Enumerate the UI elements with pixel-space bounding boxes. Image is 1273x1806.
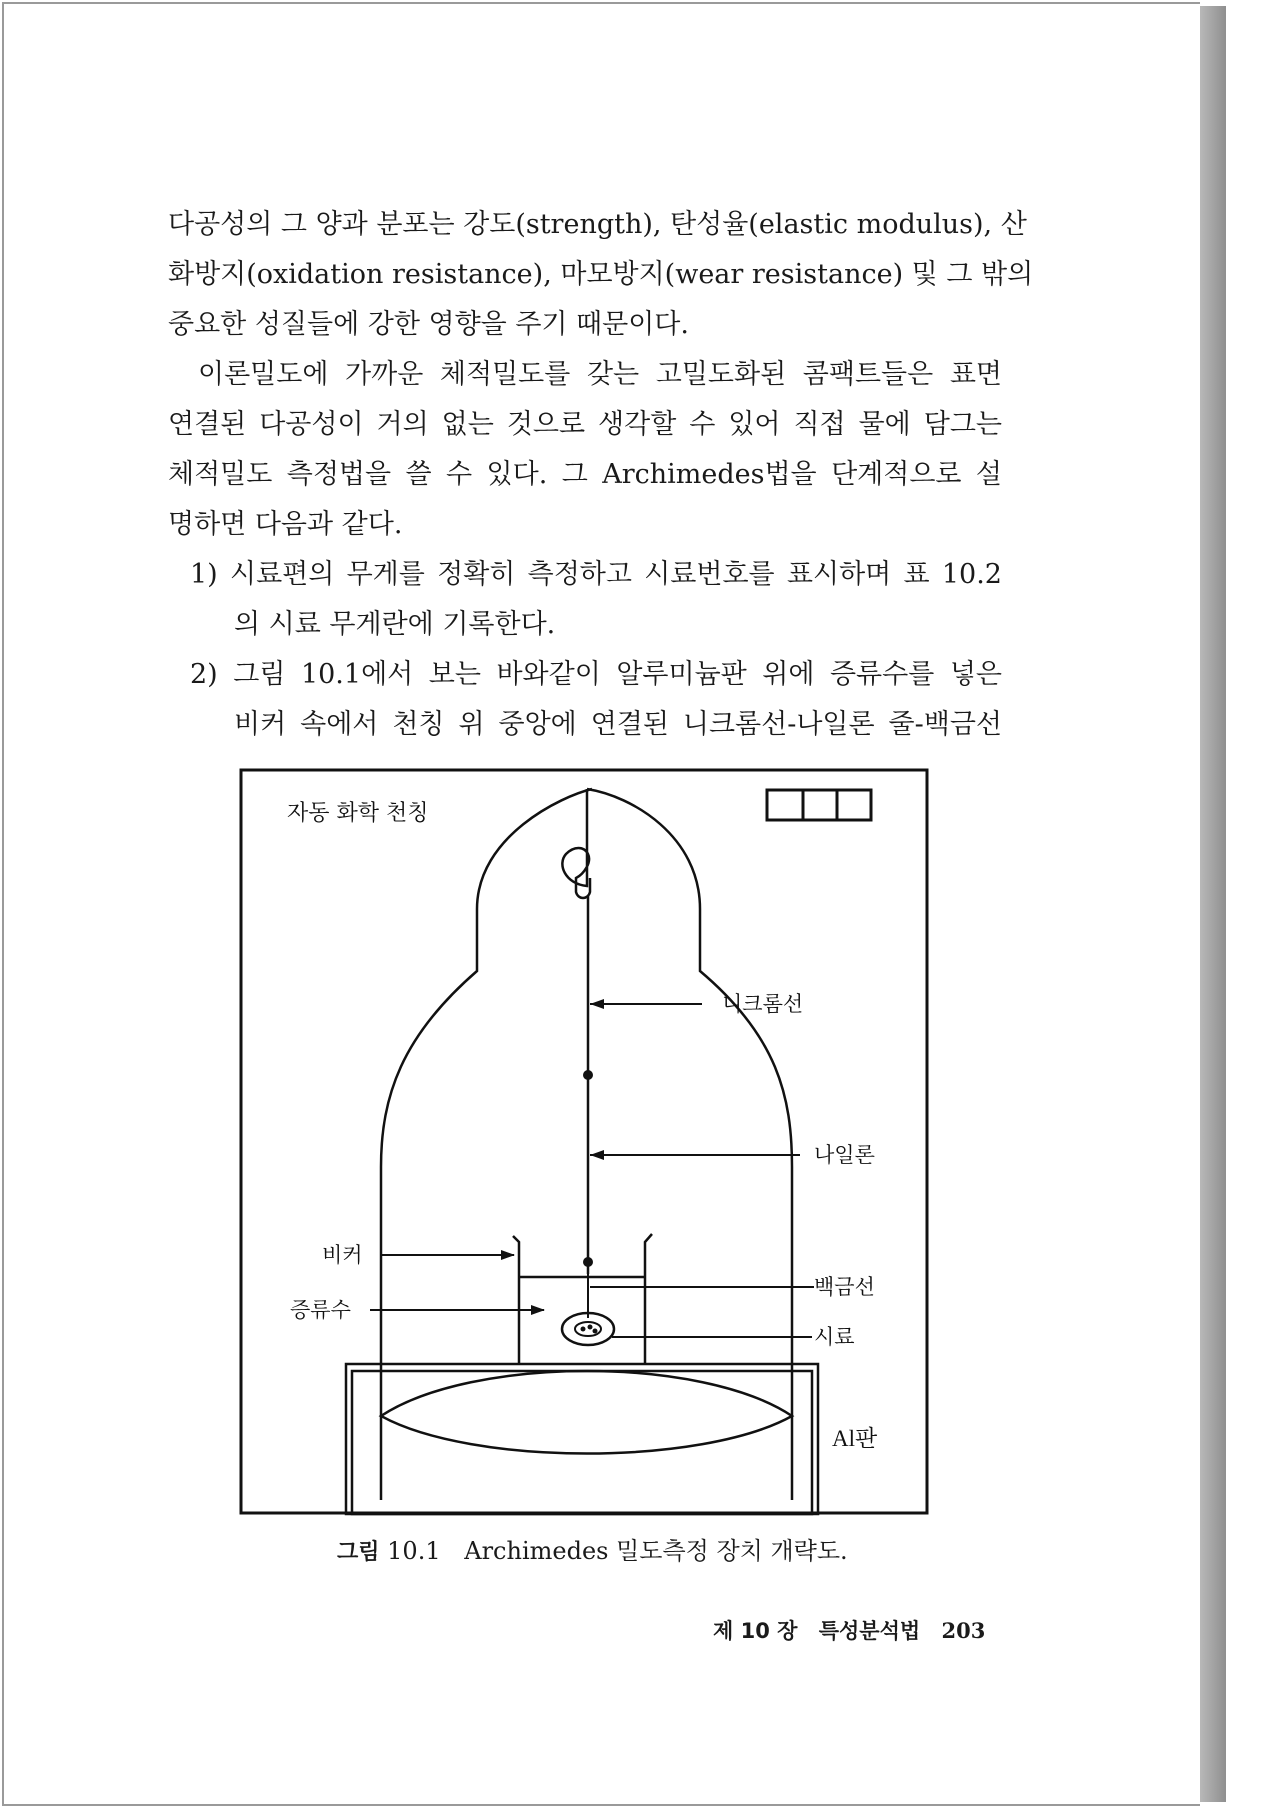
label-beaker: 비커 xyxy=(322,1243,363,1267)
body-line: 체적밀도 측정법을 쓸 수 있다. 그 Archimedes법을 단계적으로 설 xyxy=(168,459,1002,490)
body-text xyxy=(168,200,1034,750)
list-item-2: 2) 그림 10.1에서 보는 바와같이 알루미늄판 위에 증류수를 넣은 xyxy=(190,659,1002,690)
label-sample: 시료 xyxy=(814,1325,855,1349)
label-nichrome: 니크롬선 xyxy=(722,992,804,1016)
label-al-plate: Al판 xyxy=(832,1426,878,1451)
page-footer xyxy=(713,1615,985,1645)
footer-chapter: 제 10 장 xyxy=(713,1619,798,1643)
body-line: 연결된 다공성이 거의 없는 것으로 생각할 수 있어 직접 물에 담그는 xyxy=(168,409,1002,440)
body-line: 명하면 다음과 같다. xyxy=(168,509,403,540)
figure-caption xyxy=(337,1531,848,1566)
label-platinum: 백금선 xyxy=(814,1275,875,1299)
hook xyxy=(562,789,590,898)
page-number: 203 xyxy=(941,1618,986,1643)
body-line: 이론밀도에 가까운 체적밀도를 갖는 고밀도화된 콤팩트들은 표면 xyxy=(198,359,1002,390)
archimedes-apparatus-figure xyxy=(232,766,929,1517)
label-nylon: 나일론 xyxy=(814,1143,875,1167)
leader-lines xyxy=(370,1004,814,1337)
list-item-1: 1) 시료편의 무게를 정확히 측정하고 시료번호를 표시하며 표 10.2 xyxy=(190,559,1002,590)
display-window xyxy=(767,790,871,820)
list-item-1-cont: 의 시료 무게란에 기록한다. xyxy=(234,609,556,640)
wire-knot-upper xyxy=(583,1070,593,1080)
body-line: 중요한 성질들에 강한 영향을 주기 때문이다. xyxy=(168,309,689,340)
label-distilled-water: 증류수 xyxy=(290,1298,351,1322)
sample xyxy=(575,1322,601,1336)
footer-title: 특성분석법 xyxy=(818,1619,921,1643)
body-line: 다공성의 그 양과 분포는 강도(strength), 탄성율(elastic modulus), 산 xyxy=(168,209,1027,240)
wire-knot-lower xyxy=(583,1257,593,1267)
caption-label: 그림 xyxy=(337,1540,380,1565)
balance-frame xyxy=(241,770,927,1513)
balance-label: 자동 화학 천칭 xyxy=(287,801,429,826)
al-plate xyxy=(346,1364,818,1514)
bell-jar xyxy=(381,789,792,1500)
list-item-2-cont: 비커 속에서 천칭 위 중앙에 연결된 니크롬선-나일론 줄-백금선 xyxy=(234,709,1002,740)
page-edge-shadow xyxy=(1200,6,1226,1802)
body-line: 화방지(oxidation resistance), 마모방지(wear resistance) 및 그 밖의 xyxy=(168,259,1034,290)
caption-number: 10.1 xyxy=(387,1537,441,1565)
caption-text: Archimedes 밀도측정 장치 개략도. xyxy=(464,1537,848,1565)
